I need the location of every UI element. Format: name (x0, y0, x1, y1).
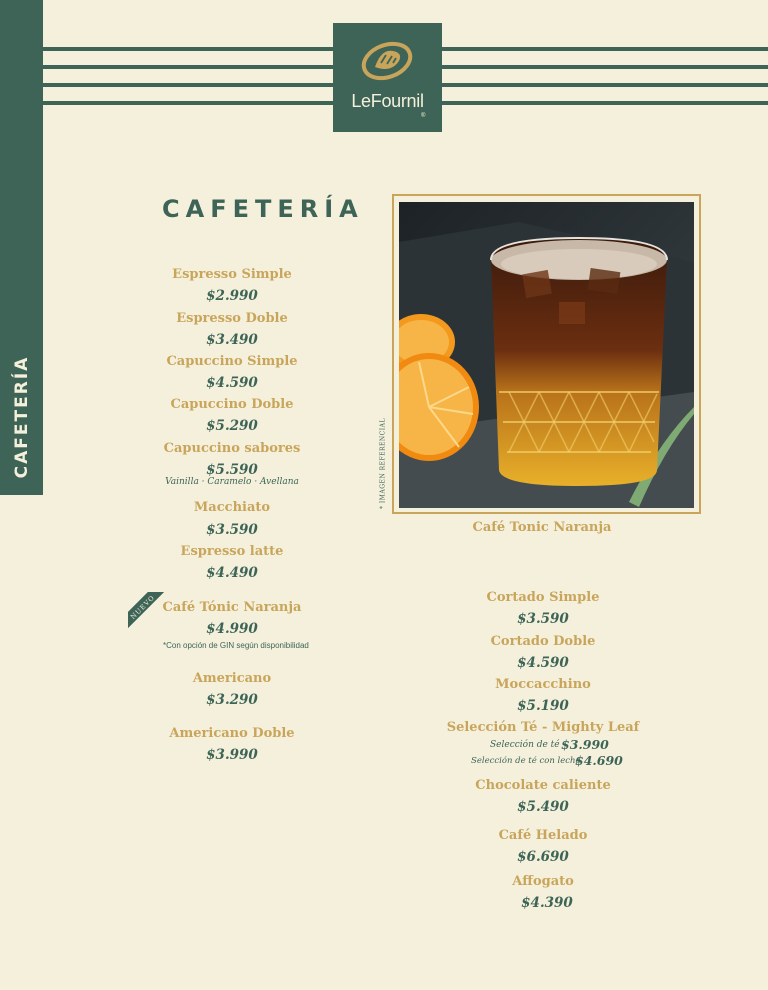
brand-registered: ® (421, 113, 426, 119)
page-title: CAFETERÍA (162, 195, 364, 223)
side-label: CAFETERÍA (12, 355, 32, 479)
menu-item-name: Capuccino Doble (170, 397, 294, 412)
new-badge-label: NUEVO (129, 593, 157, 621)
menu-item-price: $4.990 (206, 621, 258, 637)
menu-item-name: Americano (192, 671, 272, 686)
menu-item-price: $4.390 (521, 895, 573, 911)
product-photo-frame (392, 194, 701, 514)
tea-option-price: $4.690 (575, 753, 623, 768)
menu-item-name: Selección Té - Mighty Leaf (446, 720, 640, 735)
menu-item-flavors: Vainilla · Caramelo · Avellana (165, 477, 299, 487)
menu-item-name: Espresso Doble (176, 311, 288, 326)
menu-item-price: $5.590 (206, 462, 258, 478)
menu-item-note: *Con opción de GIN según disponibilidad (163, 641, 309, 650)
menu-item-price: $5.490 (517, 799, 569, 815)
menu-item-name: Macchiato (193, 500, 271, 515)
menu-item-price: $3.490 (206, 332, 258, 348)
menu-item-name: Capuccino sabores (163, 441, 301, 456)
menu-item-price: $3.290 (206, 692, 258, 708)
image-disclaimer: * IMAGEN REFERENCIAL (379, 418, 387, 509)
menu-item-name: Espresso latte (180, 544, 284, 559)
menu-item-price: $4.490 (206, 565, 258, 581)
brand-name: LeFournil (351, 91, 424, 111)
menu-item-name: Cortado Simple (486, 590, 600, 605)
menu-item-price: $3.590 (517, 611, 569, 627)
photo-caption: Café Tonic Naranja (472, 520, 612, 535)
menu-item-name: Espresso Simple (172, 267, 292, 282)
menu-item-price: $5.190 (517, 698, 569, 714)
menu-item-price: $4.590 (517, 655, 569, 671)
menu-item-price: $2.990 (206, 288, 258, 304)
tea-option-label: Selección de té (490, 740, 560, 750)
menu-item-name: Café Tónic Naranja (162, 600, 302, 615)
menu-item-name: Americano Doble (169, 726, 295, 741)
menu-item-name: Chocolate caliente (475, 778, 611, 793)
product-photo (399, 202, 694, 508)
menu-item-name: Moccacchino (495, 677, 591, 692)
menu-item-name: Cortado Doble (490, 634, 596, 649)
menu-item-price: $3.590 (206, 522, 258, 538)
menu-item-price: $3.990 (206, 747, 258, 763)
menu-item-price: $5.290 (206, 418, 258, 434)
bread-icon (359, 37, 415, 83)
tea-option-price: $3.990 (561, 737, 609, 752)
menu-item-name: Café Helado (498, 828, 588, 843)
menu-item-name: Capuccino Simple (166, 354, 298, 369)
brand-logo (333, 23, 442, 132)
menu-item-name: Affogato (512, 874, 574, 889)
tea-option-label: Selección de té con leche (471, 756, 581, 766)
menu-item-price: $6.690 (517, 849, 569, 865)
menu-item-price: $4.590 (206, 375, 258, 391)
cafe-tonic-illustration (399, 202, 694, 508)
